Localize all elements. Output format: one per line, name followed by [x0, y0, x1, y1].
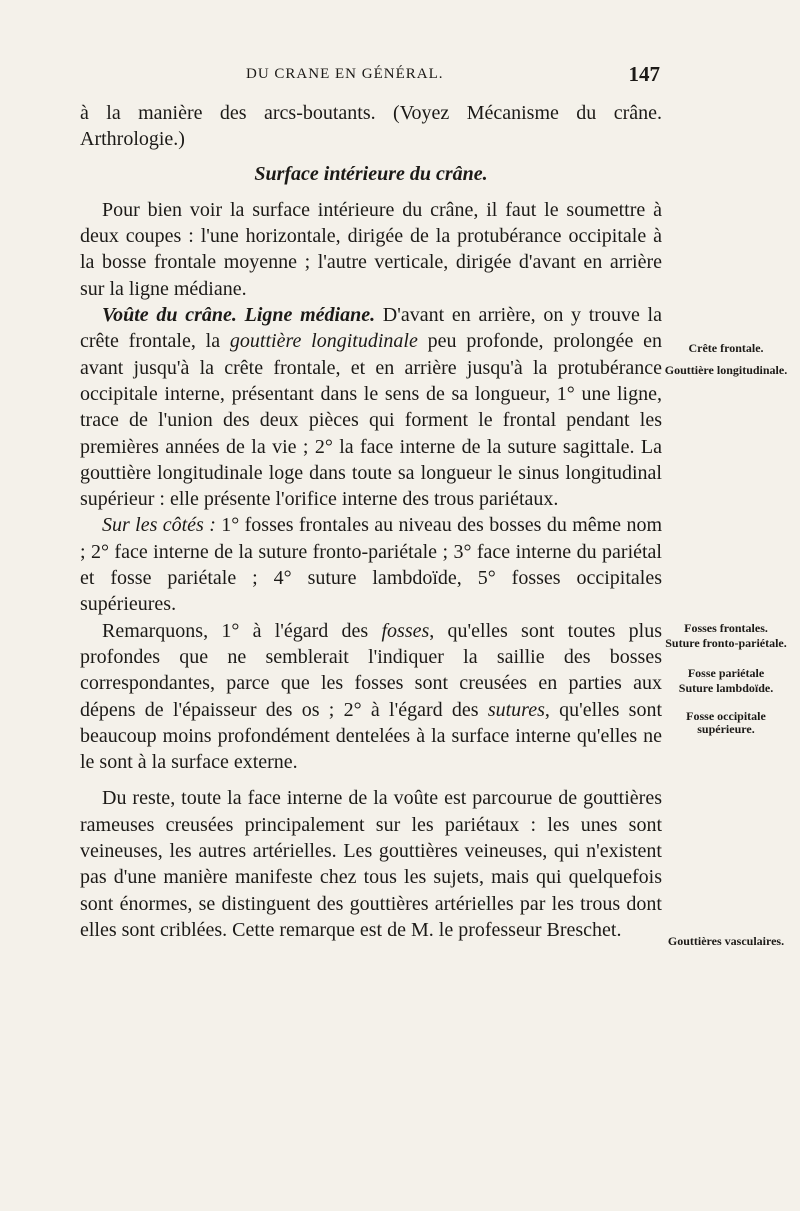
paragraph-1: à la manière des arcs-boutants. (Voyez Mécanisme du crâne. Arthrologie.): [80, 102, 662, 151]
margin-note-gouttieres-vasculaires: Gouttières vasculaires.: [667, 934, 785, 948]
show-through-decoration: [680, 290, 683, 303]
margin-note-suture-fronto-parietale: Suture fronto-pariétale.: [665, 636, 787, 650]
paragraph-3-italic: gouttière longitudinale: [229, 330, 418, 353]
paragraph-2: Pour bien voir la surface intérieure du crâne, il faut le soumettre à deux coupes : l'une horizontale, dirigée de la protubérance occipitale à la bosse frontale moyenne ; l'autre verticale, dirigée d'avant en arrière sur la ligne médiane.: [80, 198, 662, 300]
paragraph-3: [80, 302, 662, 512]
running-head: DU CRANE EN GÉNÉRAL.: [246, 66, 444, 82]
paragraph-5-italic-1: fosses: [381, 619, 430, 642]
section-title: Surface intérieure du crâne.: [254, 162, 488, 185]
paragraph-4-body: 1° fosses frontales au niveau des bosses du même nom ; 2° face interne de la suture fronto-pariétale ; 3° face interne du pariétal et fosse pariétale ; 4° suture lambdoïde, 5° fosses occipitales supérieures.: [80, 514, 662, 616]
margin-note-fosse-occipitale: Fosse occipitale supérieure.: [686, 709, 766, 736]
body-text: [80, 100, 662, 943]
paragraph-6: Du reste, toute la face interne de la voûte est parcourue de gouttières rameuses creusées principalement sur les pariétaux : les unes sont veineuses, les autres artérielles. Les gouttières veineuses, qui n'existent pas d'une manière manifeste chez tous les sujets, mais qui quelquefois sont énormes, se distinguent des gouttières artérielles par les trous dont elles sont criblées. Cette remarque est de M. le professeur Breschet.: [80, 787, 662, 941]
page-number: 147: [628, 62, 660, 86]
paragraph-3-part-1: D'avant en arrière, on y trouve la crête frontale, la: [80, 304, 662, 353]
paragraph-5-part-3: , qu'elles sont beaucoup moins profondément dentelées à la surface interne qu'elles ne le sont à la surface externe.: [80, 698, 662, 774]
margin-note-crete-frontale: Crête frontale.: [688, 341, 764, 355]
paragraph-3-lead: Voûte du crâne. Ligne médiane.: [102, 304, 376, 327]
paragraph-5-part-2: , qu'elles sont toutes plus profondes que ne semblerait l'indiquer la saillie des bosses correspondantes, parce que les fosses sont creusées en parties aux dépens de l'épaisseur des os ; 2° à l'égard des: [80, 619, 663, 721]
paragraph-4-lead: Sur les côtés :: [102, 514, 216, 537]
paragraph-4: [80, 512, 662, 617]
paragraph-5: [80, 618, 662, 776]
margin-note-suture-lambdoide: Suture lambdoïde.: [678, 681, 774, 695]
margin-note-fosse-parietale: Fosse pariétale: [687, 666, 765, 680]
page-header: [100, 62, 660, 88]
margin-note-gouttiere-longitudinale: Gouttière longitudinale.: [664, 363, 788, 377]
paragraph-5-part-1: Remarquons, 1° à l'égard des: [102, 619, 382, 642]
margin-note-fosses-frontales: Fosses frontales.: [684, 621, 768, 635]
paragraph-5-italic-2: sutures: [487, 698, 545, 721]
paragraph-3-part-2: peu profonde, prolongée en avant jusqu'à la crête frontale, et en arrière jusqu'à la protubérance occipitale interne, présentant dans le sens de sa longueur, 1° une ligne, trace de l'union des deux pièces qui forment le frontal pendant les premières années de la vie ; 2° la face interne de la suture sagittale. La gouttière longitudinale loge dans toute sa longueur le sinus longitudinal supérieur : elle présente l'orifice interne des trous pariétaux.: [80, 330, 663, 511]
